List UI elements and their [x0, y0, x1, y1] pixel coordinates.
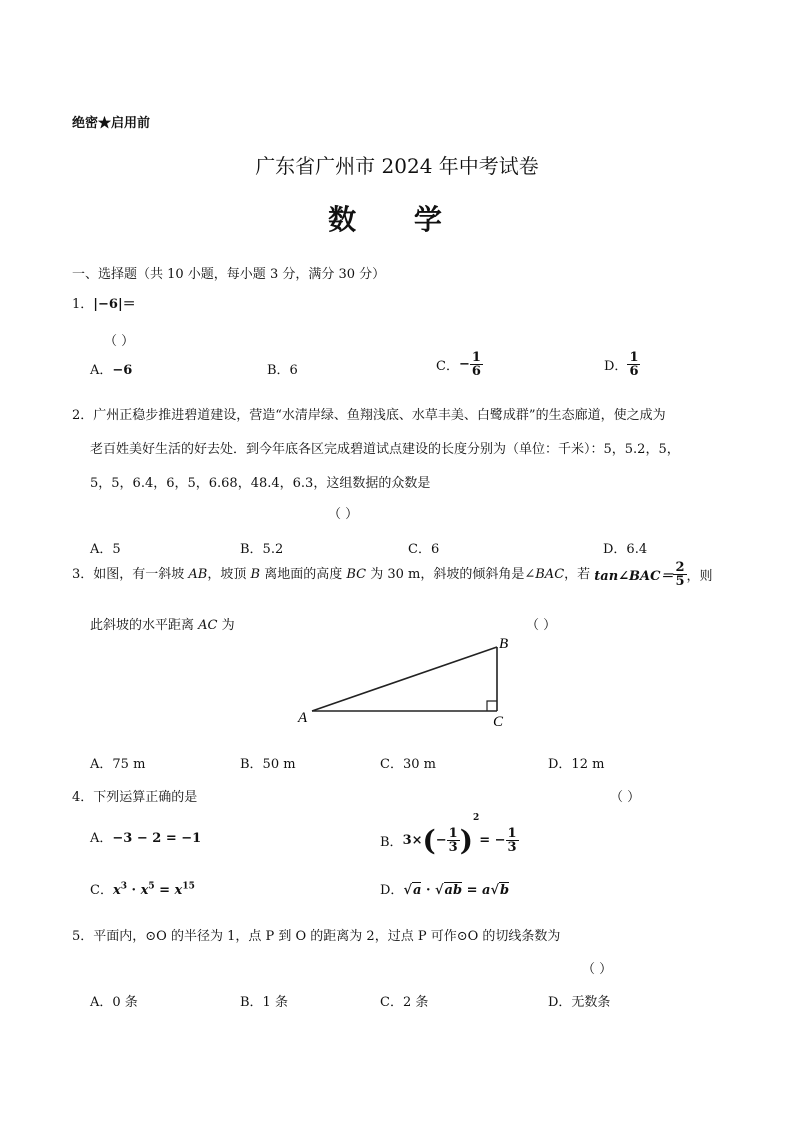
option-label: A． — [90, 831, 113, 846]
q2-option-b[interactable]: B．5.2 — [240, 542, 284, 557]
right-paren: ) — [459, 824, 473, 857]
left-paren: ( — [422, 824, 436, 857]
numerator: 1 — [629, 350, 639, 365]
dot: · — [421, 883, 435, 898]
fraction — [470, 351, 483, 378]
sqrt-sign: √ — [435, 883, 444, 898]
question-4-stem: 4．下列运算正确的是 — [72, 790, 198, 805]
question-3-line-2 — [90, 614, 235, 633]
denominator: 3 — [448, 840, 458, 855]
expression: −3 − 2 = −1 — [112, 831, 202, 846]
q1-option-c[interactable] — [436, 351, 483, 378]
denominator: 5 — [675, 574, 685, 589]
question-5-stem: 5．平面内，⊙O 的半径为 1，点 P 到 O 的距离为 2，过点 P 可作⊙O 的切线条数为 — [72, 929, 561, 944]
q5-option-c[interactable]: C．2 条 — [380, 995, 429, 1010]
sqrt-sign: √ — [490, 883, 499, 898]
q3-option-b[interactable]: B．50 m — [240, 757, 296, 772]
minus-sign: − — [458, 357, 470, 372]
variable-x: x — [140, 883, 149, 898]
radicand-a: a — [412, 883, 422, 898]
variable-x: x — [112, 883, 121, 898]
exponent: 3 — [120, 881, 127, 892]
section-heading: 一、选择题（共 10 小题，每小题 3 分，满分 30 分） — [72, 267, 386, 282]
q1-option-a[interactable] — [90, 359, 132, 378]
q3-option-d[interactable]: D．12 m — [548, 757, 605, 772]
q2-option-c[interactable]: C．6 — [408, 542, 440, 557]
option-label: A． — [90, 363, 113, 378]
numerator: 1 — [448, 826, 458, 841]
variable-a: a — [482, 883, 491, 898]
question-1-stem — [72, 293, 136, 312]
expression: |−6|＝ — [93, 297, 136, 312]
option-label: C． — [90, 883, 113, 898]
vertex-c-label: C — [493, 714, 504, 730]
numerator: 2 — [675, 560, 685, 575]
q5-option-a[interactable]: A．0 条 — [90, 995, 138, 1010]
dot: · — [126, 883, 141, 898]
question-2-line-2: 老百姓美好生活的好去处．到今年底各区完成碧道试点建设的长度分别为（单位：千米）：5，5.2，5， — [90, 442, 680, 457]
point-b: B — [250, 567, 261, 582]
equals: = − — [479, 833, 506, 848]
segment-ab: AB — [188, 567, 208, 582]
minus-sign: − — [435, 833, 447, 848]
denominator: 3 — [507, 840, 517, 855]
triangle-figure — [290, 632, 520, 732]
equals: = — [462, 883, 483, 898]
q1-option-d[interactable] — [604, 351, 640, 378]
right-angle-mark — [487, 701, 497, 711]
q2-option-d[interactable]: D．6.4 — [603, 542, 648, 557]
numerator: 1 — [507, 826, 517, 841]
fraction — [506, 827, 519, 854]
q3-option-c[interactable]: C．30 m — [380, 757, 436, 772]
equals: = — [154, 883, 175, 898]
question-2-line-3: 5，5，6.4，6，5，6.68，48.4，6.3，这组数据的众数是 — [90, 476, 431, 491]
text: 为 — [217, 618, 235, 633]
option-label: D． — [604, 359, 628, 374]
sqrt-sign: √ — [403, 883, 412, 898]
question-number: 1． — [72, 297, 94, 312]
text: ，则 — [686, 569, 713, 584]
option-label: C． — [436, 359, 459, 374]
text: ，若 — [564, 567, 595, 582]
q5-option-d[interactable]: D．无数条 — [548, 995, 611, 1010]
exponent: 5 — [148, 881, 155, 892]
question-2-line-1: 2．广州正稳步推进碧道建设，营造“水清岸绿、鱼翔浅底、水草丰美、白鹭成群”的生态廊道，使之成为 — [72, 408, 666, 423]
q4-option-d[interactable] — [380, 879, 509, 898]
text: 为 30 m，斜坡的倾斜角是∠ — [366, 567, 536, 582]
slope-ab — [312, 647, 497, 711]
answer-paren: （ ） — [328, 507, 359, 522]
angle-bac: BAC — [535, 567, 565, 582]
answer-paren: （ ） — [582, 962, 613, 977]
numerator: 1 — [471, 350, 481, 365]
segment-bc: BC — [346, 567, 367, 582]
answer-paren: （ ） — [610, 790, 641, 805]
segment-ac: AC — [198, 618, 218, 633]
tan-expression: tan∠BAC＝ — [594, 569, 674, 584]
question-3-line-1 — [72, 561, 713, 588]
text: ，坡顶 — [207, 567, 251, 582]
vertex-a-label: A — [298, 710, 308, 726]
text: 3．如图，有一斜坡 — [72, 567, 189, 582]
answer-paren: （ ） — [104, 334, 135, 349]
option-label: B． — [380, 835, 403, 850]
answer-paren: （ ） — [526, 618, 557, 633]
denominator: 6 — [629, 364, 639, 379]
option-value: −6 — [112, 363, 133, 378]
q1-option-b[interactable]: B．6 — [267, 363, 298, 378]
exponent: 2 — [472, 813, 480, 823]
denominator: 6 — [471, 364, 481, 379]
q4-option-b[interactable] — [380, 813, 519, 857]
exam-title: 广东省广州市 2024 年中考试卷 — [255, 154, 539, 178]
text: 此斜坡的水平距离 — [90, 618, 199, 633]
vertex-b-label: B — [499, 636, 509, 652]
expression: 3× — [402, 833, 423, 848]
option-label: D． — [380, 883, 404, 898]
fraction — [673, 561, 686, 588]
variable-x: x — [174, 883, 183, 898]
fraction — [627, 351, 640, 378]
q3-option-a[interactable]: A．75 m — [90, 757, 146, 772]
q5-option-b[interactable]: B．1 条 — [240, 995, 288, 1010]
exponent: 15 — [182, 881, 195, 892]
fraction — [447, 827, 460, 854]
text: 离地面的高度 — [260, 567, 347, 582]
radicand-ab: ab — [444, 883, 463, 898]
radicand-b: b — [500, 883, 510, 898]
confidential-label: 绝密★启用前 — [72, 116, 151, 131]
q4-option-c[interactable] — [90, 879, 195, 898]
q4-option-a[interactable] — [90, 827, 201, 846]
subject-title: 数 学 — [328, 203, 466, 236]
q2-option-a[interactable]: A．5 — [90, 542, 121, 557]
